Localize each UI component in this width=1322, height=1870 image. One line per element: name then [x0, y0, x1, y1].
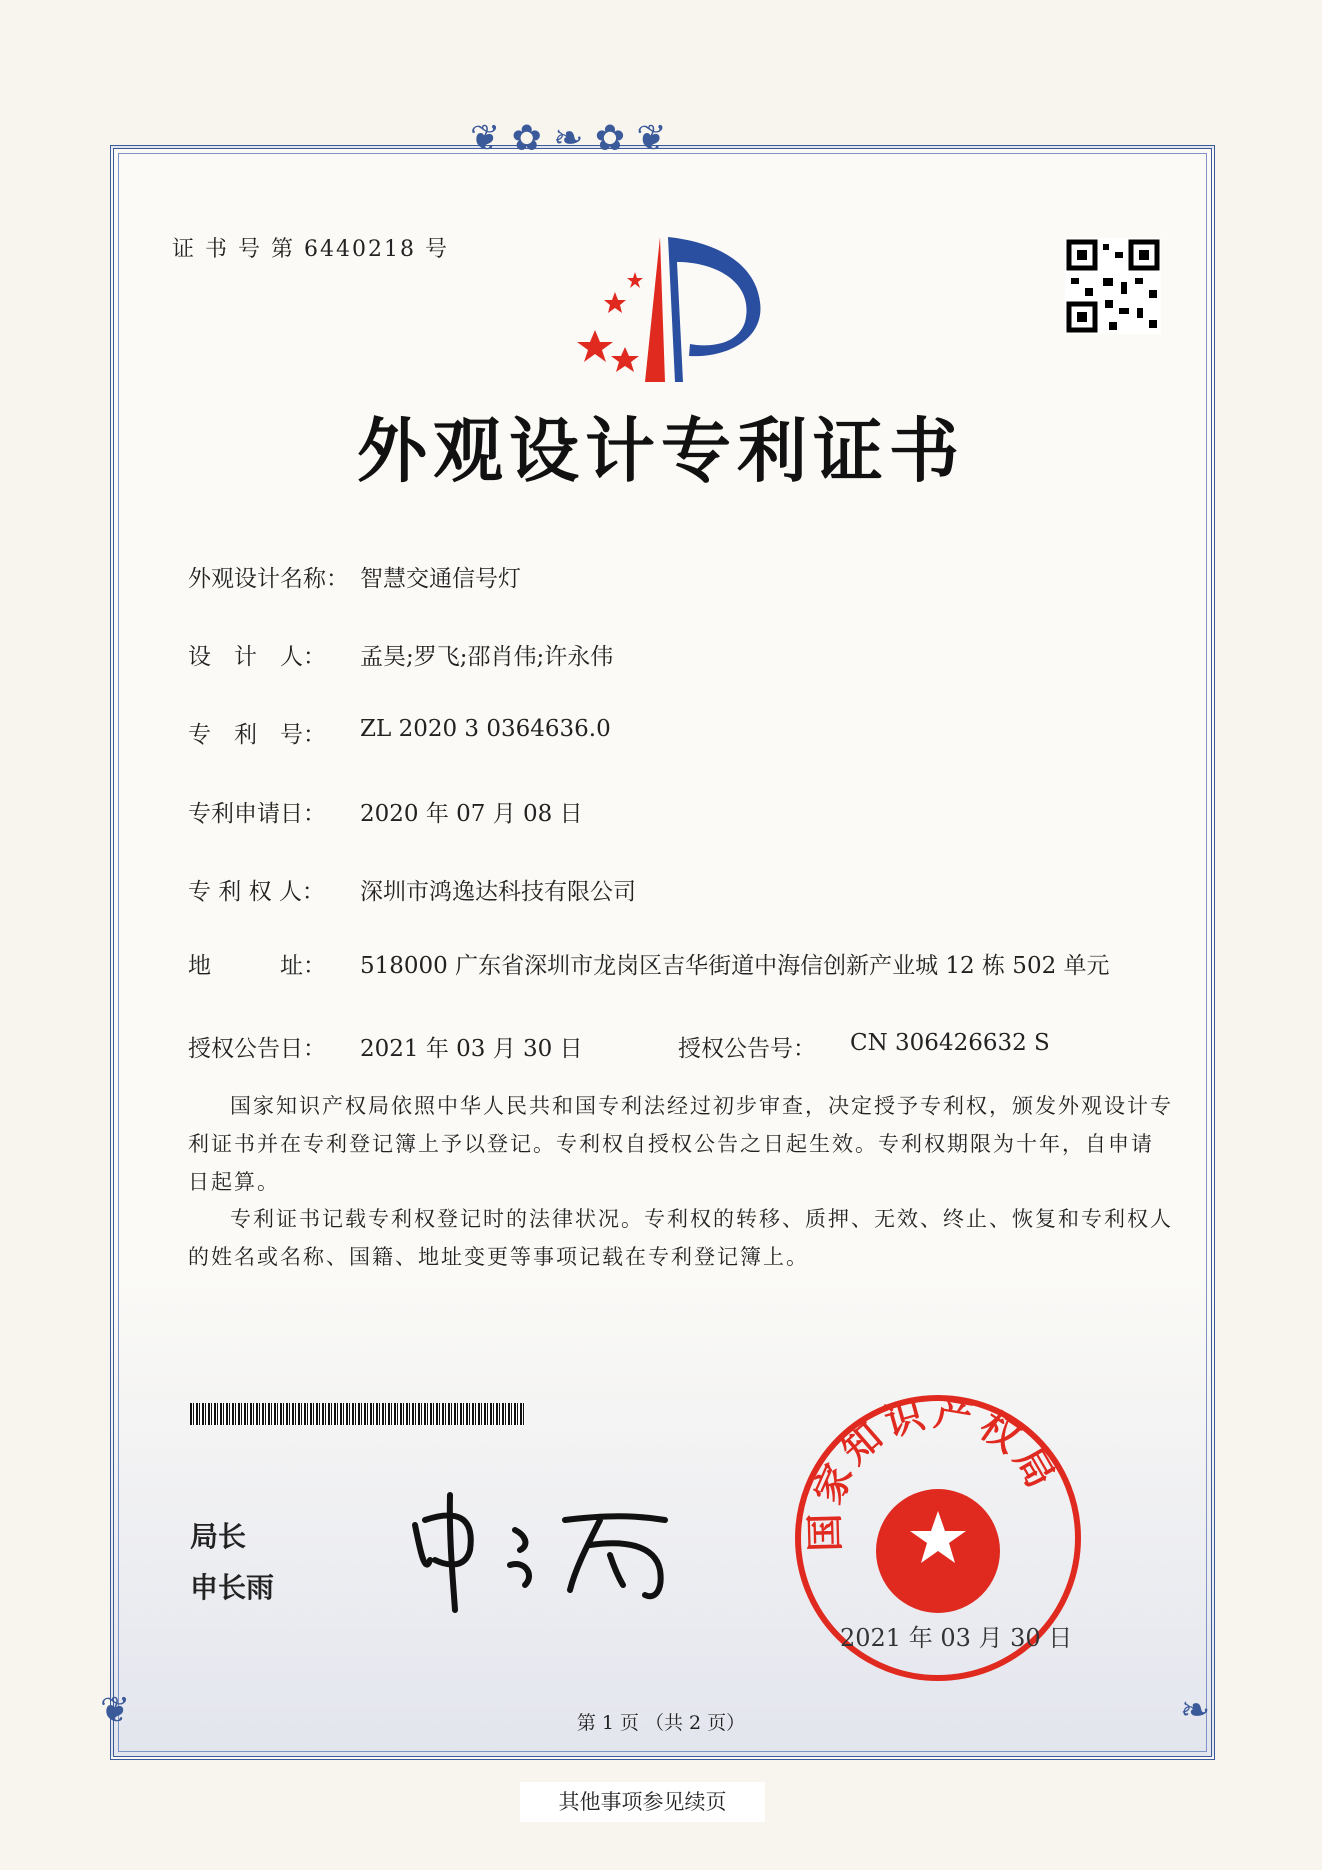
statement-paragraph: 国家知识产权局依照中华人民共和国专利法经过初步审查，决定授予专利权，颁发外观设计专利证书并在专利登记簿上予以登记。专利权自授权公告之日起生效。专利权期限为十年，自申请日起算。 [188, 1094, 1173, 1194]
field-designers [188, 638, 613, 671]
field-address [188, 947, 1180, 985]
top-ornament-icon: ❦ ✿ ❧ ✿ ❦ [470, 118, 667, 159]
field-value: 智慧交通信号灯 [360, 566, 521, 592]
field-label: 专 利 号： [188, 722, 326, 748]
field-value: 孟昊;罗飞;邵肖伟;许永伟 [360, 644, 614, 670]
qr-code [1065, 238, 1161, 334]
field-label: 设 计 人： [188, 644, 326, 670]
field-label: 外观设计名称： [188, 566, 349, 592]
field-grant-number [678, 1030, 1050, 1063]
seal-text: 国家知识产权局 [801, 1401, 1067, 1553]
field-value: 2020 年 07 月 08 日 [360, 801, 583, 827]
certificate-number: 证 书 号 第 6440218 号 [172, 237, 449, 262]
field-value: CN 306426632 S [850, 1030, 1050, 1056]
field-label: 地 址： [188, 953, 326, 979]
corner-ornament-icon: ❧ [1180, 1690, 1211, 1731]
continued-note: 其他事项参见续页 [520, 1782, 765, 1822]
field-value: 518000 广东省深圳市龙岗区吉华街道中海信创新产业城 12 栋 502 单元 [360, 953, 1110, 979]
qr-code-icon [1065, 238, 1161, 334]
field-patent-number [188, 716, 611, 749]
corner-ornament-icon: ❦ [100, 1690, 131, 1731]
field-label: 专 利 权 人： [188, 879, 325, 905]
signatory-name: 申长雨 [190, 1571, 275, 1604]
field-label: 专利申请日： [188, 801, 326, 827]
field-patentee [188, 873, 636, 906]
signatory-title: 局长 [190, 1520, 247, 1553]
field-application-date [188, 795, 583, 828]
page-indicator: 第 1 页 （共 2 页） [576, 1712, 746, 1734]
field-label: 授权公告日： [188, 1036, 326, 1062]
field-grant-date [188, 1030, 583, 1063]
field-value: ZL 2020 3 0364636.0 [360, 716, 611, 742]
field-design-name [188, 560, 521, 593]
certificate-title: 外观设计专利证书 [357, 410, 965, 492]
field-value: 深圳市鸿逸达科技有限公司 [360, 879, 636, 905]
signature-icon [405, 1490, 685, 1615]
seal-date: 2021 年 03 月 30 日 [840, 1624, 1073, 1652]
statement-paragraph: 专利证书记载专利权登记时的法律状况。专利权的转移、质押、无效、终止、恢复和专利权人的姓名或名称、国籍、地址变更等事项记载在专利登记簿上。 [188, 1207, 1173, 1269]
field-label: 授权公告号： [678, 1036, 816, 1062]
field-value: 2021 年 03 月 30 日 [360, 1036, 583, 1062]
cnipa-logo-icon [565, 232, 765, 382]
barcode [190, 1403, 525, 1425]
